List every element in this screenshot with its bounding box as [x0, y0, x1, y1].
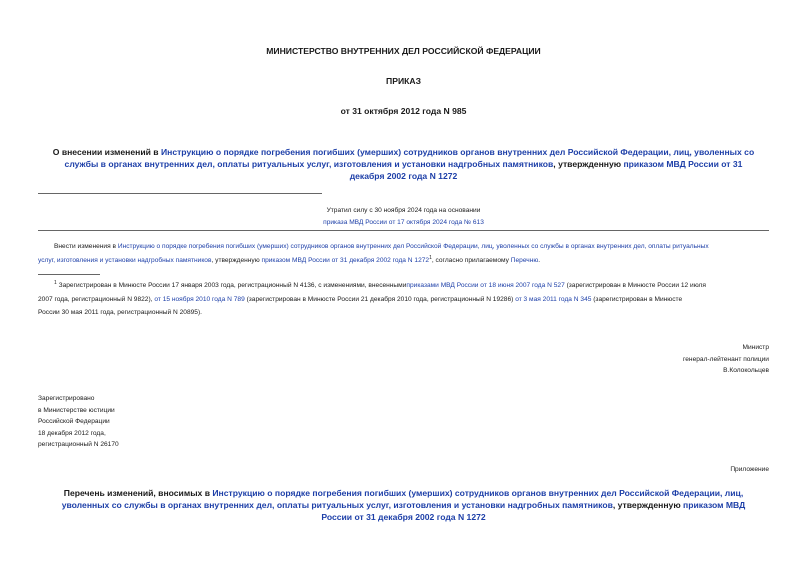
registration-line: Зарегистрировано [38, 395, 95, 402]
order-link-1272[interactable]: приказом МВД России от 31 декабря 2002 года N 1272 [349, 159, 743, 181]
body-instruction-link[interactable]: Инструкцию о порядке погребения погибших (умерших) сотрудников органов внутренних дел Российской Федерации, лиц, уволенных со службы в органах внутренних дел, оплаты ритуальных [117, 243, 709, 250]
footnote-text: России 30 мая 2011 года, регистрационный N 20895). [38, 309, 203, 317]
body-order-link[interactable]: приказом МВД России от 31 декабря 2002 года N 1272 [261, 256, 430, 264]
body-paragraph [38, 241, 769, 266]
footnote [38, 278, 769, 319]
list-link[interactable]: Перечню [510, 256, 539, 264]
body-instruction-link-cont[interactable]: услуг, изготовления и установки надгробных памятников [38, 256, 212, 264]
footnote-text: Зарегистрирован в Минюсте России 17 января 2003 года, регистрационный N 4136, с изменениями, внесенными [56, 282, 407, 290]
title-prefix: О внесении изменений в [52, 147, 161, 157]
footnote-link-345[interactable]: от 3 мая 2011 года N 345 [515, 295, 592, 303]
footnote-link-527[interactable]: приказами МВД России от 18 июня 2007 года N 527 [406, 282, 565, 290]
body-end: . [538, 256, 541, 264]
appendix-instruction-link[interactable]: Инструкцию о порядке погребения погибших (умерших) сотрудников органов внутренних дел Российской Федерации, лиц, [212, 488, 744, 498]
registration-line: 18 декабря 2012 года, [38, 429, 106, 437]
repeal-order-link[interactable]: приказа МВД России от 17 октября 2024 года № 613 [323, 218, 484, 226]
footnote-text: (зарегистрирован в Минюсте России 21 декабря 2010 года, регистрационный N 19286) [244, 295, 516, 303]
instruction-link[interactable]: Инструкцию о порядке погребения погибших (умерших) сотрудников органов внутренних дел Российской Федерации, лиц, уволенных со службы в органах внутренних дел, оплаты ритуальных услуг, изготовления и установки надгробных памятников [64, 147, 755, 169]
status-note-text: Утратил силу с 30 ноября 2024 года на основании [326, 207, 481, 214]
footnote-text: (зарегистрирован в Минюсте [591, 295, 683, 303]
appendix-middle: , утвержденную [612, 500, 684, 510]
registration-line: в Министерстве юстиции [38, 406, 115, 414]
signature-role: Министр [742, 344, 769, 351]
signature-name: В.Колокольцев [723, 367, 769, 374]
appendix-order-link-cont[interactable]: России от 31 декабря 2002 года N 1272 [321, 512, 486, 522]
status-note [260, 205, 547, 228]
signature-rank: генерал-лейтенант полиции [683, 355, 769, 363]
registration-line: Российской Федерации [38, 418, 110, 425]
appendix-instruction-link-cont[interactable]: уволенных со службы в органах внутренних дел, оплаты ритуальных услуг, изготовления и установки надгробных памятников [61, 500, 613, 510]
body-per-text: , согласно прилагаемому [431, 256, 511, 264]
divider-short [38, 193, 322, 194]
appendix-title [38, 487, 769, 523]
doc-date-number: от 31 октября 2012 года N 985 [340, 106, 467, 116]
appendix-prefix: Перечень изменений, вносимых в [63, 488, 213, 498]
doc-type: ПРИКАЗ [386, 76, 421, 86]
body-approved-text: , утвержденную [211, 256, 262, 264]
document-title [38, 146, 769, 182]
signature-block [560, 342, 769, 377]
footnote-divider [38, 274, 100, 275]
body-intro: Внести изменения в [54, 243, 118, 250]
footnote-text: 2007 года, регистрационный N 9822), [38, 295, 155, 303]
appendix-label: Приложение [730, 466, 769, 473]
footnote-mark: 1 [54, 280, 57, 286]
title-middle: , утвержденную [553, 159, 624, 169]
registration-line: регистрационный N 26170 [38, 441, 119, 448]
footnote-link-789[interactable]: от 15 ноября 2010 года N 789 [154, 295, 245, 303]
footnote-text: (зарегистрирован в Минюсте России 12 июля [564, 282, 706, 290]
ministry-heading: МИНИСТЕРСТВО ВНУТРЕННИХ ДЕЛ РОССИЙСКОЙ ФЕДЕРАЦИИ [266, 46, 541, 56]
divider-long [38, 230, 769, 231]
registration-block [38, 393, 238, 451]
footnote-ref[interactable]: 1 [429, 254, 432, 261]
appendix-order-link[interactable]: приказом МВД [683, 500, 746, 510]
